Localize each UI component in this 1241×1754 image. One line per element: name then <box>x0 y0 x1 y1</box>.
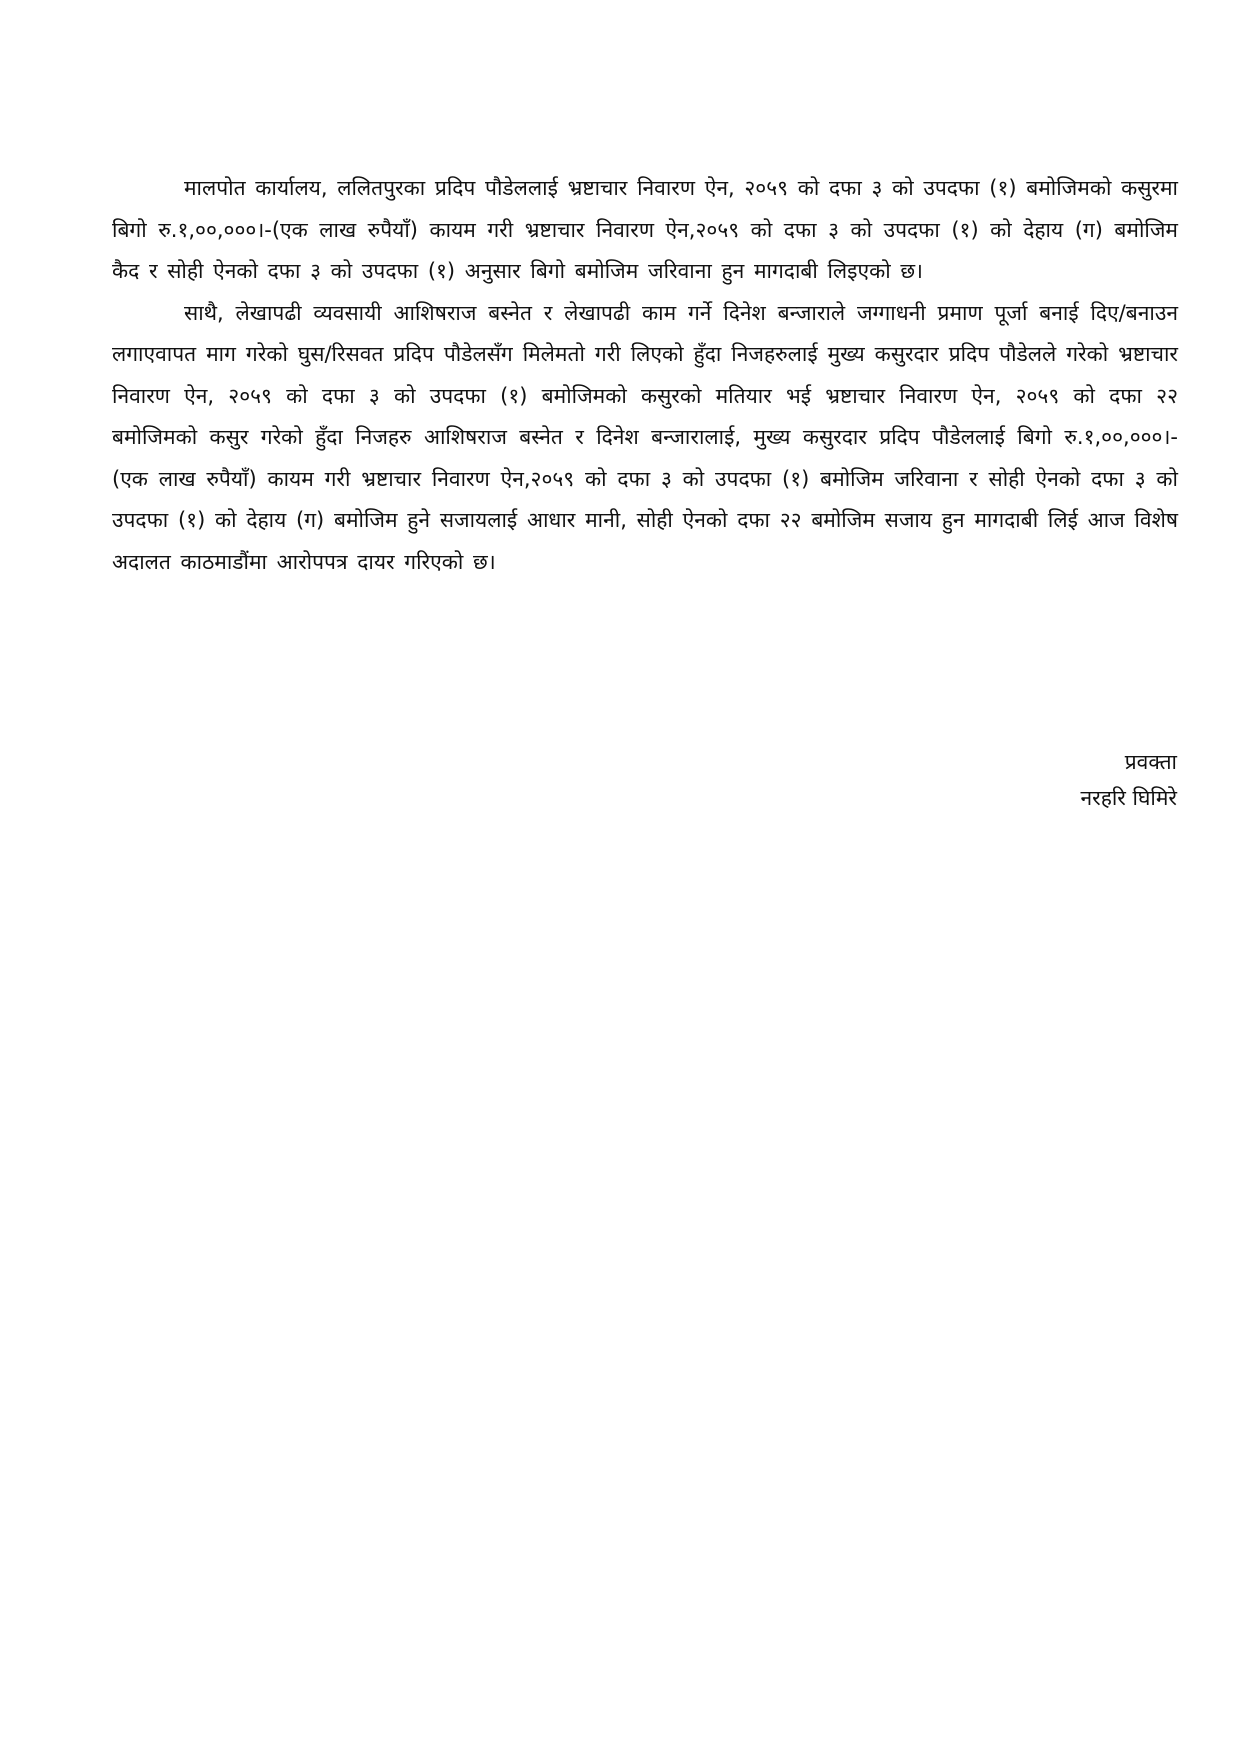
paragraph-1: मालपोत कार्यालय, ललितपुरका प्रदिप पौडेललाई भ्रष्टाचार निवारण ऐन, २०५९ को दफा ३ को उपदफा (१) बमोजिमको कसुरमा बिगो रु.१,००,०००।-(एक लाख रुपैयाँ) कायम गरी भ्रष्टाचार निवारण ऐन,२०५९ को दफा ३ को उपदफा (१) को देहाय (ग) बमोजिम कैद र सोही ऐनको दफा ३ को उपदफा (१) अनुसार बिगो बमोजिम जरिवाना हुन मागदाबी लिइएको छ। <box>112 176 1178 283</box>
signature-role: प्रवक्ता <box>1124 750 1177 774</box>
signature-block <box>1080 744 1177 816</box>
document-body <box>112 168 1178 583</box>
paragraph-2: साथै, लेखापढी व्यवसायी आशिषराज बस्नेत र लेखापढी काम गर्ने दिनेश बन्जाराले जग्गाधनी प्रमाण पूर्जा बनाई दिए/बनाउन लगाएवापत माग गरेको घुस/रिसवत प्रदिप पौडेलसँग मिलेमतो गरी लिएको हुँदा निजहरुलाई मुख्य कसुरदार प्रदिप पौडेलले गरेको भ्रष्टाचार निवारण ऐन, २०५९ को दफा ३ को उपदफा (१) बमोजिमको कसुरको मतियार भई भ्रष्टाचार निवारण ऐन, २०५९ को दफा २२ बमोजिमको कसुर गरेको हुँदा निजहरु आशिषराज बस्नेत र दिनेश बन्जारालाई, मुख्य कसुरदार प्रदिप पौडेललाई बिगो रु.१,००,०००।- (एक लाख रुपैयाँ) कायम गरी भ्रष्टाचार निवारण ऐन,२०५९ को दफा ३ को उपदफा (१) बमोजिम जरिवाना र सोही ऐनको दफा ३ को उपदफा (१) को देहाय (ग) बमोजिम हुने सजायलाई आधार मानी, सोही ऐनको दफा २२ बमोजिम सजाय हुन मागदाबी लिई आज विशेष अदालत काठमाडौंमा आरोपपत्र दायर गरिएको छ। <box>112 300 1178 574</box>
signature-name: नरहरि घिमिरे <box>1080 786 1177 810</box>
